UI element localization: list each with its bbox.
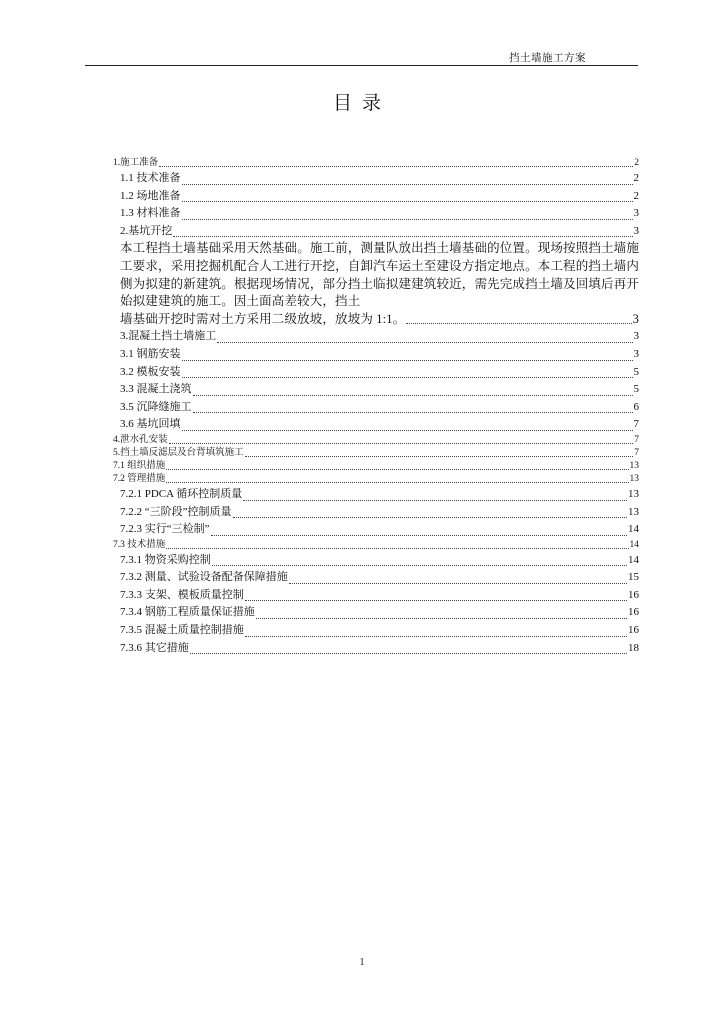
toc-entry-label: 7.3 技术措施 (113, 539, 166, 550)
toc-page-number: 15 (628, 571, 639, 584)
toc-entry-label: 3.6 基坑回填 (120, 418, 181, 431)
toc-page-number: 16 (628, 624, 639, 637)
toc-title: 目录 (332, 93, 391, 114)
toc-page-number: 5 (633, 365, 639, 378)
toc-entry-label: 7.3.3 支架、模板质量控制 (120, 588, 244, 601)
table-of-contents (113, 157, 639, 657)
toc-entry-label: 7.2 管理措施 (113, 473, 166, 484)
toc-page-number: 3 (633, 330, 639, 343)
toc-entry-label: 3.5 沉降缝施工 (120, 400, 192, 413)
toc-entry-label: 7.3.5 混凝土质量控制措施 (120, 624, 244, 637)
toc-leader-dots (233, 517, 627, 518)
toc-paragraph-last-text: 墙基础开挖时需对土方采用二级放坡，放坡为 1:1。 (120, 311, 406, 326)
toc-entry[interactable] (113, 416, 639, 434)
toc-page-number: 7 (634, 434, 639, 445)
toc-entry[interactable] (113, 364, 639, 382)
toc-paragraph-last-line (113, 311, 639, 329)
toc-leader-dots (159, 166, 633, 167)
toc-paragraph (113, 240, 639, 310)
toc-entry[interactable] (113, 346, 639, 364)
toc-leader-dots (256, 618, 627, 619)
toc-entry-label: 1.2 场地准备 (120, 189, 181, 202)
toc-entry-label: 1.1 技术准备 (120, 172, 181, 184)
toc-entry[interactable] (113, 460, 639, 473)
toc-entry[interactable] (113, 381, 639, 399)
toc-leader-dots (217, 342, 632, 343)
toc-entry-label: 7.2.3 实行“三检制” (120, 523, 210, 536)
running-header: 挡土墙施工方案 (509, 53, 586, 64)
toc-entry[interactable] (113, 486, 639, 504)
toc-leader-dots (211, 535, 627, 536)
toc-entry[interactable] (113, 188, 639, 206)
toc-entry-label: 4.泄水孔安装 (113, 434, 168, 445)
toc-entry[interactable] (113, 447, 639, 460)
toc-page-number: 13 (628, 505, 639, 518)
toc-leader-dots (289, 583, 627, 584)
toc-page-number: 13 (629, 460, 639, 471)
toc-page-number: 2 (633, 189, 639, 202)
toc-page-number: 14 (629, 539, 639, 550)
toc-entry[interactable] (113, 473, 639, 486)
toc-entry[interactable] (113, 640, 639, 658)
toc-leader-dots (166, 548, 628, 549)
toc-entry-label: 5.挡土墙反滤层及台背填筑施工 (113, 447, 244, 458)
toc-page-number: 3 (633, 224, 639, 237)
toc-page-number: 3 (633, 207, 639, 220)
toc-leader-dots (182, 360, 633, 361)
toc-entry[interactable] (113, 521, 639, 539)
toc-leader-dots (193, 395, 633, 396)
toc-entry-label: 7.3.2 测量、试验设备配备保障措施 (120, 571, 288, 584)
toc-entry-label: 2.基坑开挖 (120, 224, 173, 237)
toc-leader-dots (169, 443, 634, 444)
toc-page-number: 16 (628, 606, 639, 619)
toc-page-number: 3 (632, 311, 639, 326)
toc-entry[interactable] (113, 604, 639, 622)
toc-entry[interactable] (113, 223, 639, 241)
toc-page-number: 3 (633, 347, 639, 360)
toc-leader-dots (166, 469, 628, 470)
toc-entry-label: 7.2.1 PDCA 循环控制质量 (120, 487, 243, 500)
toc-page-number: 18 (628, 641, 639, 654)
toc-entry[interactable] (113, 328, 639, 346)
toc-leader-dots (406, 323, 631, 324)
toc-entry-label: 1.3 材料准备 (120, 207, 181, 220)
toc-leader-dots (245, 456, 634, 457)
toc-entry[interactable] (113, 157, 639, 170)
toc-leader-dots (182, 219, 633, 220)
toc-leader-dots (182, 430, 633, 431)
toc-page-number: 14 (628, 523, 639, 536)
toc-entry-label: 7.3.6 其它措施 (120, 641, 189, 654)
toc-leader-dots (190, 653, 627, 654)
toc-page-number: 7 (634, 447, 639, 458)
toc-entry-label: 3.1 钢筋安装 (120, 347, 181, 360)
toc-entry[interactable] (113, 622, 639, 640)
toc-entry[interactable] (113, 434, 639, 447)
toc-leader-dots (245, 636, 627, 637)
toc-entry-label: 7.1 组织措施 (113, 460, 166, 471)
toc-page-number: 2 (633, 172, 639, 184)
toc-leader-dots (182, 377, 633, 378)
toc-entry-label: 7.2.2 “三阶段”控制质量 (120, 505, 232, 518)
toc-entry[interactable] (113, 552, 639, 570)
toc-leader-dots (245, 600, 627, 601)
toc-page-number: 7 (633, 418, 639, 431)
toc-entry[interactable] (113, 399, 639, 417)
toc-entry[interactable] (113, 205, 639, 223)
toc-leader-dots (212, 565, 627, 566)
page-number: 1 (359, 957, 365, 968)
toc-leader-dots (166, 482, 628, 483)
toc-page-number: 16 (628, 588, 639, 601)
toc-paragraph-text: 本工程挡土墙基础采用天然基础。施工前，测量队放出挡土墙基础的位置。现场按照挡土墙施工要求，采用挖掘机配合人工进行开挖，自卸汽车运土至建设方指定地点。本工程的挡土墙内侧为拟建的新建筑。根据现场情况，部分挡土临拟建建筑较近，需先完成挡土墙及回填后再开始拟建建筑的施工。因土面高差较大，挡土 (120, 241, 639, 309)
toc-page-number: 6 (633, 400, 639, 413)
toc-entry-label: 7.3.1 物资采购控制 (120, 553, 211, 566)
toc-entry[interactable] (113, 170, 639, 188)
toc-page-number: 13 (629, 473, 639, 484)
toc-entry[interactable] (113, 587, 639, 605)
toc-leader-dots (182, 201, 633, 202)
toc-leader-dots (182, 184, 633, 185)
toc-leader-dots (243, 500, 627, 501)
header-rule (85, 65, 638, 66)
toc-entry[interactable] (113, 569, 639, 587)
toc-entry-label: 1.施工准备 (113, 158, 159, 168)
toc-page-number: 14 (628, 553, 639, 566)
toc-page-number: 5 (633, 383, 639, 396)
toc-entry-label: 3.2 模板安装 (120, 365, 181, 378)
toc-leader-dots (193, 412, 633, 413)
toc-entry-label: 3.混凝土挡土墙施工 (120, 330, 217, 343)
toc-entry[interactable] (113, 504, 639, 522)
toc-page-number: 13 (628, 487, 639, 500)
toc-page-number: 2 (634, 158, 639, 168)
toc-leader-dots (173, 236, 632, 237)
toc-entry-label: 3.3 混凝土浇筑 (120, 383, 192, 396)
toc-entry-label: 7.3.4 钢筋工程质量保证措施 (120, 606, 255, 619)
toc-entry[interactable] (113, 539, 639, 552)
